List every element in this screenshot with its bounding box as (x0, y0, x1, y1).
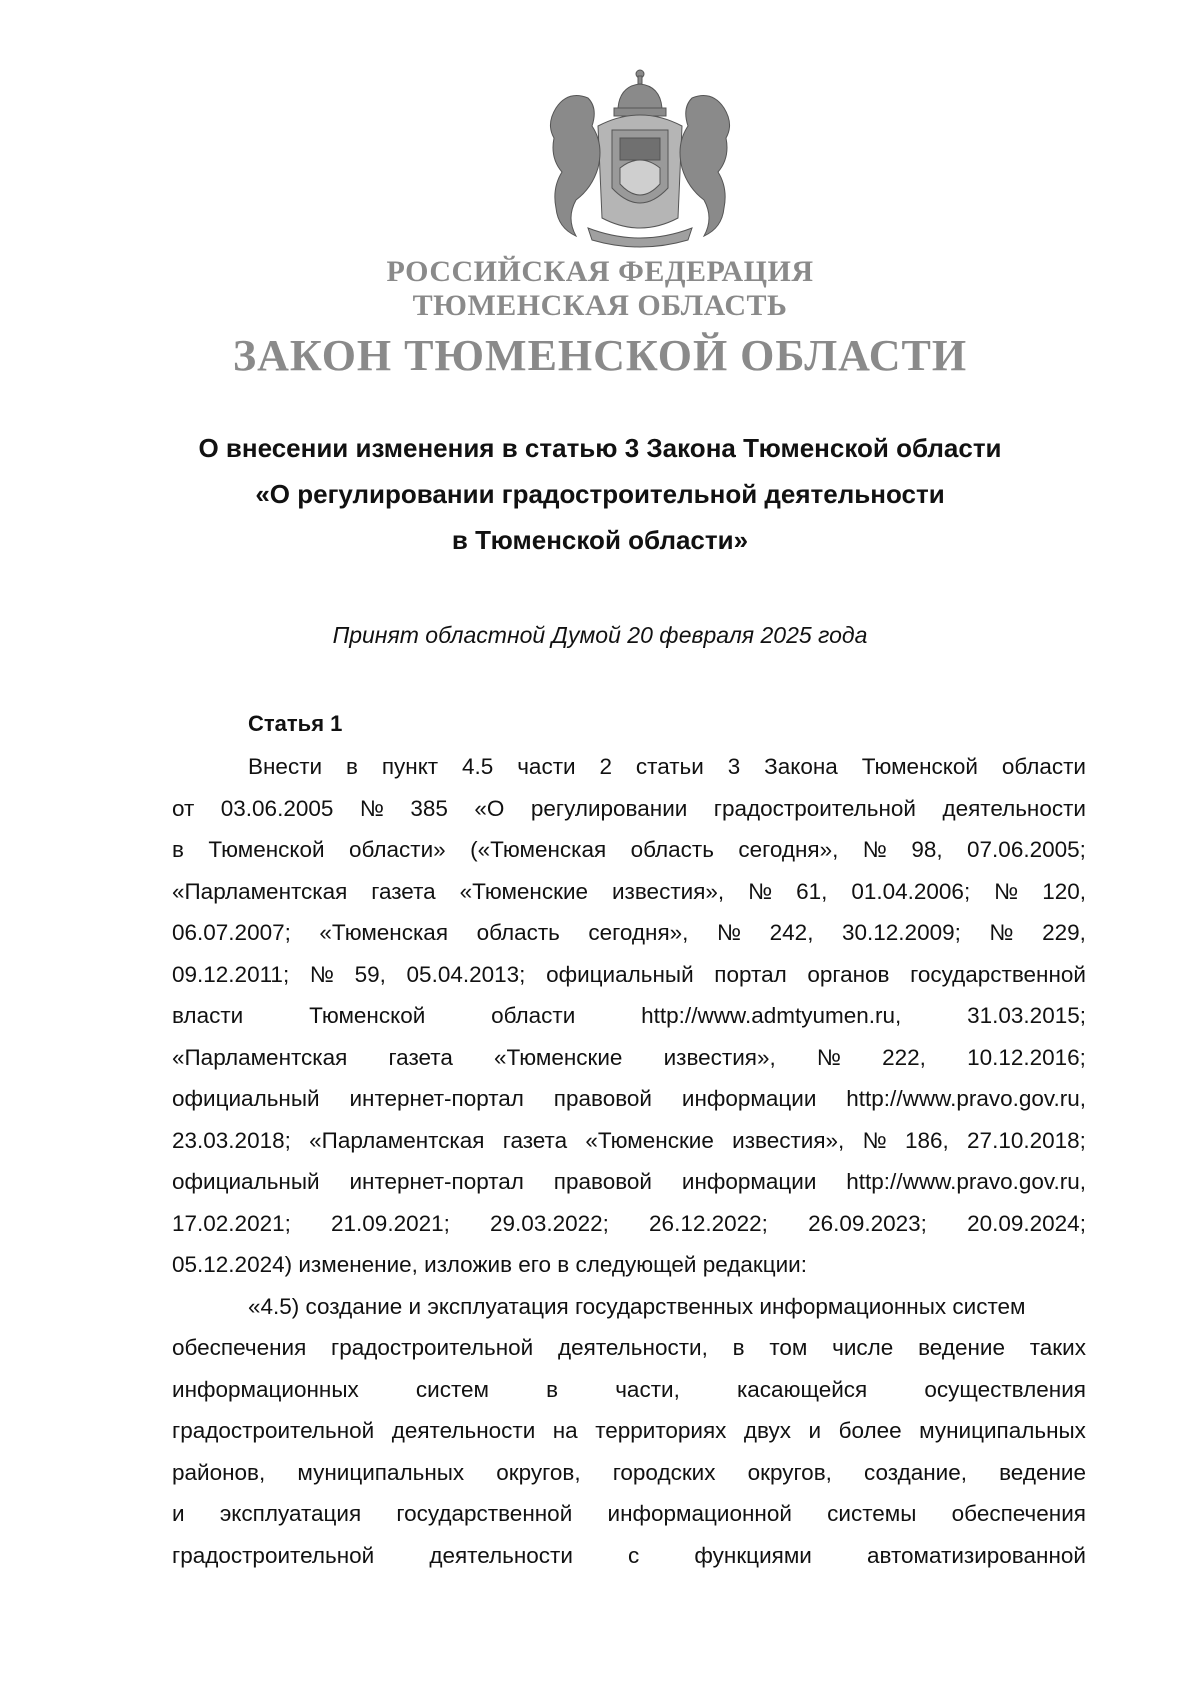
body-word: Тюменской (208, 837, 325, 862)
body-word: газета (388, 1044, 453, 1070)
body-word: интернет-портал (349, 1169, 524, 1194)
body-word: от (172, 795, 195, 821)
body-word: правовой (553, 1086, 653, 1111)
body-line (172, 1037, 1086, 1079)
title-line: О внесении изменения в статью 3 Закона Тюменской области (198, 433, 1002, 463)
body-word: государственной (910, 961, 1086, 987)
body-word: 01.04.2006; (851, 878, 971, 904)
body-word: информационных (172, 1376, 359, 1402)
body-line (172, 954, 1086, 996)
body-word: Внести (248, 754, 323, 779)
body-word: информационной (607, 1501, 792, 1526)
body-word: государственной (396, 1501, 573, 1526)
body-word: «Тюменские (459, 878, 589, 904)
body-word: регулировании (530, 795, 688, 821)
body-word: сегодня», (738, 837, 839, 862)
body-word: № (716, 920, 742, 945)
body-word: двух (743, 1418, 792, 1443)
body-word: № (309, 961, 334, 987)
body-word: известия», (732, 1127, 845, 1153)
body-word: Закона (764, 754, 838, 779)
body-word: информации (681, 1086, 817, 1111)
body-word: области» (349, 837, 446, 862)
body-word: № (862, 837, 887, 862)
body-line (172, 871, 1086, 913)
body-line (172, 1535, 1086, 1577)
body-line (172, 1161, 1086, 1203)
body-word: 29.03.2022; (490, 1210, 609, 1236)
body-word: официальный (172, 1086, 320, 1111)
body-word: 23.03.2018; (172, 1127, 291, 1153)
body-word: осуществления (924, 1376, 1086, 1402)
body-word: «Парламентская (172, 878, 348, 904)
body-word: 06.07.2007; (172, 920, 291, 945)
body-word: 186, (904, 1127, 949, 1153)
body-word: 222, (882, 1044, 926, 1070)
body-line (172, 1286, 1086, 1328)
body-word: области (1001, 754, 1086, 779)
country-heading: РОССИЙСКАЯ ФЕДЕРАЦИЯ (386, 255, 814, 288)
body-word: «Тюменские (585, 1127, 714, 1153)
body-word: 09.12.2011; (172, 961, 290, 987)
body-word: «Тюменские (493, 1044, 623, 1070)
body-word: 385 (410, 795, 448, 821)
body-word: http://www.admtyumen.ru, (641, 1003, 902, 1028)
body-word: статьи (635, 754, 704, 779)
body-word: числе (832, 1335, 894, 1360)
body-word: автоматизированной (867, 1542, 1086, 1568)
body-word: территориях (595, 1418, 727, 1443)
body-word: 2 (599, 754, 612, 779)
body-word: 120, (1042, 878, 1086, 904)
body-word: http://www.pravo.gov.ru, (846, 1086, 1086, 1111)
body-word: 27.10.2018; (967, 1127, 1086, 1153)
body-word: власти (172, 1003, 244, 1028)
body-word: 07.06.2005; (967, 837, 1086, 862)
body-word: и (808, 1418, 822, 1443)
body-word: градостроительной (713, 795, 916, 821)
body-word: 3 (727, 754, 741, 779)
body-word: районов, (172, 1459, 266, 1485)
body-word: систем (415, 1376, 489, 1402)
body-word: деятельности (429, 1542, 573, 1568)
body-word: «4.5) создание и эксплуатация государственных информационных систем (248, 1293, 1026, 1319)
body-word: ведение (918, 1335, 1005, 1360)
article-heading: Статья 1 (248, 711, 343, 736)
body-line (172, 912, 1086, 954)
body-line (172, 1244, 1086, 1286)
body-word: эксплуатация (219, 1501, 362, 1526)
region-heading: ТЮМЕНСКАЯ ОБЛАСТЬ (412, 289, 788, 322)
body-word: ведение (999, 1459, 1086, 1485)
body-word: деятельности (942, 795, 1086, 821)
body-word: 03.06.2005 (220, 795, 334, 821)
body-word: правовой (553, 1169, 653, 1194)
body-word: части (517, 754, 576, 779)
body-word: органов (807, 961, 890, 987)
body-word: в (732, 1335, 745, 1360)
body-word: таких (1029, 1335, 1086, 1360)
body-word: № (359, 795, 384, 821)
coat-of-arms-icon (528, 68, 752, 248)
body-word: обеспечения (172, 1335, 307, 1360)
body-word: 05.04.2013; (406, 961, 526, 987)
body-word: с (628, 1542, 640, 1568)
body-word: в (345, 754, 358, 779)
body-word: портал (714, 961, 787, 987)
body-word: функциями (694, 1542, 812, 1568)
body-word: 31.03.2015; (967, 1003, 1086, 1028)
body-word: № (816, 1044, 842, 1070)
body-word: 98, (911, 837, 943, 862)
body-word: области (491, 1003, 576, 1028)
body-word: интернет-портал (349, 1086, 524, 1111)
body-word: официальный (546, 961, 694, 987)
body-word: 61, (796, 878, 828, 904)
body-line (172, 1452, 1086, 1494)
body-word: («Тюменская (470, 837, 607, 862)
body-word: на (552, 1418, 578, 1443)
body-word: известия», (611, 878, 725, 904)
adoption-note: Принят областной Думой 20 февраля 2025 года (332, 622, 868, 648)
body-word: 59, (354, 961, 386, 987)
body-word: «О (474, 795, 505, 821)
body-word: пункт (381, 754, 439, 779)
body-word: касающейся (736, 1376, 868, 1402)
body-word: 30.12.2009; (842, 920, 961, 945)
body-word: 20.09.2024; (967, 1210, 1086, 1236)
body-word: «Парламентская (309, 1127, 485, 1153)
body-word: 17.02.2021; (172, 1210, 291, 1236)
body-line (172, 788, 1086, 830)
body-word: более (838, 1418, 902, 1443)
body-word: сегодня», (588, 920, 689, 945)
body-word: «Тюменская (319, 920, 449, 945)
body-word: № (862, 1127, 887, 1153)
body-word: 242, (769, 920, 814, 945)
body-line (172, 746, 1086, 788)
body-word: 21.09.2021; (331, 1210, 450, 1236)
body-word: части, (615, 1376, 680, 1402)
body-line (172, 995, 1086, 1037)
body-word: в (546, 1376, 559, 1402)
body-word: муниципальных (297, 1459, 465, 1485)
title-line: «О регулировании градостроительной деятельности (255, 479, 945, 509)
body-word: Тюменской (861, 754, 978, 779)
body-word: обеспечения (951, 1501, 1086, 1526)
body-word: и (172, 1501, 185, 1526)
body-word: «Парламентская (172, 1044, 348, 1070)
body-line (172, 1327, 1086, 1369)
body-word: градостроительной (172, 1542, 375, 1568)
body-word: округов, (496, 1459, 581, 1485)
body-word: область (630, 837, 714, 862)
body-word: область (476, 920, 560, 945)
body-word: градостроительной (331, 1335, 534, 1360)
body-word: 26.09.2023; (808, 1210, 927, 1236)
title-line: в Тюменской области» (451, 525, 749, 555)
body-line (172, 829, 1086, 871)
document-title (0, 425, 1200, 563)
body-word: 10.12.2016; (967, 1044, 1086, 1070)
body-line (172, 1369, 1086, 1411)
body-word: http://www.pravo.gov.ru, (846, 1169, 1086, 1194)
body-word: деятельности (391, 1418, 536, 1443)
law-type-heading: ЗАКОН ТЮМЕНСКОЙ ОБЛАСТИ (232, 331, 968, 380)
body-word: 05.12.2024) изменение, изложив его в следующей редакции: (172, 1252, 807, 1277)
body-word: муниципальных (919, 1418, 1086, 1443)
body-word: информации (681, 1169, 817, 1194)
body-word: системы (827, 1501, 917, 1526)
body-word: 4.5 (462, 754, 494, 779)
body-line (172, 1120, 1086, 1162)
body-word: газета (371, 878, 436, 904)
body-word: Тюменской (309, 1003, 426, 1028)
body-word: № (994, 878, 1019, 904)
body-word: деятельности, (558, 1335, 708, 1360)
body-word: в (172, 837, 184, 862)
body-word: известия», (663, 1044, 776, 1070)
body-word: градостроительной (172, 1418, 375, 1443)
body-word: округов, (747, 1459, 832, 1485)
body-word: 26.12.2022; (649, 1210, 768, 1236)
body-word: создание, (864, 1459, 967, 1485)
article-body (172, 746, 1086, 1576)
body-word: газета (502, 1127, 568, 1153)
body-line (172, 1410, 1086, 1452)
body-word: 229, (1042, 920, 1086, 945)
body-word: № (748, 878, 773, 904)
body-word: том (769, 1335, 808, 1360)
body-line (172, 1203, 1086, 1245)
body-word: № (989, 920, 1014, 945)
body-line (172, 1493, 1086, 1535)
body-word: официальный (172, 1169, 320, 1194)
body-line (172, 1078, 1086, 1120)
body-word: городских (612, 1459, 716, 1485)
